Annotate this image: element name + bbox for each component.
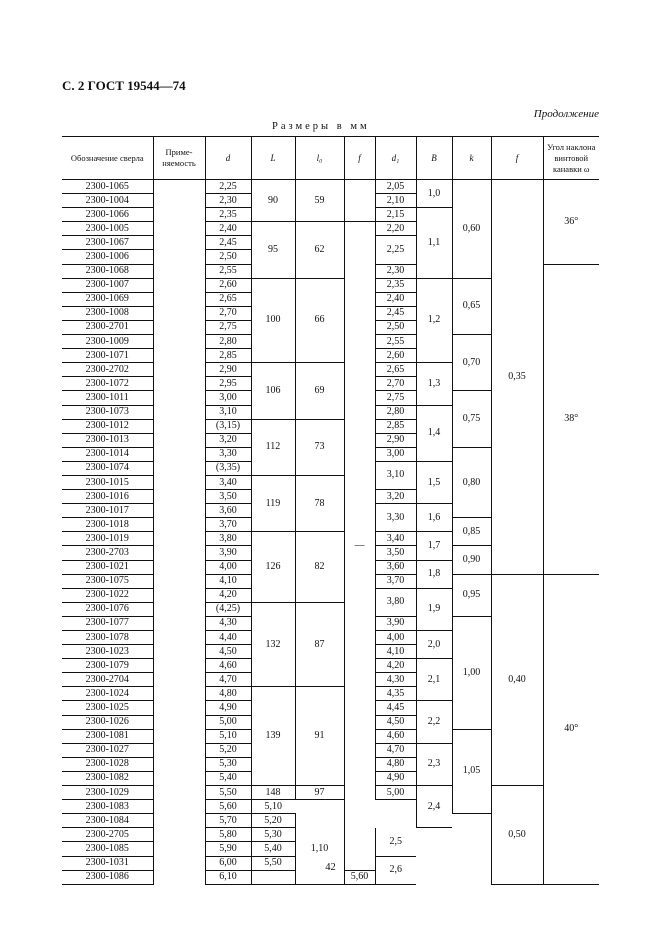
applicability-cell xyxy=(153,560,205,574)
applicability-cell xyxy=(153,800,205,814)
L-cell: 90 xyxy=(251,180,295,222)
d1-cell: 2,85 xyxy=(375,419,416,433)
col-l0: l₀ xyxy=(295,137,344,180)
applicability-cell xyxy=(153,180,205,194)
d1-cell: 2,45 xyxy=(375,306,416,320)
d-cell: (4,25) xyxy=(205,602,251,616)
d1-cell: 4,90 xyxy=(375,771,416,785)
d1-cell: 2,15 xyxy=(375,208,416,222)
B-cell: 1,3 xyxy=(416,363,452,405)
d-cell: 5,80 xyxy=(205,828,251,842)
applicability-cell xyxy=(153,335,205,349)
d1-cell: 5,00 xyxy=(375,786,416,800)
designation-cell: 2300-1012 xyxy=(62,419,153,433)
d1-cell: 2,90 xyxy=(375,433,416,447)
designation-cell: 2300-1006 xyxy=(62,250,153,264)
d1-cell: 3,10 xyxy=(375,461,416,489)
d1-cell: 3,30 xyxy=(375,504,416,532)
B-cell: 1,8 xyxy=(416,560,452,588)
L-cell: 100 xyxy=(251,278,295,363)
page-number: 42 xyxy=(325,862,336,873)
d1-cell: 3,20 xyxy=(375,490,416,504)
d1-cell: 2,50 xyxy=(375,320,416,334)
applicability-cell xyxy=(153,250,205,264)
d1-cell: 2,80 xyxy=(375,405,416,419)
designation-cell: 2300-1069 xyxy=(62,292,153,306)
designation-cell: 2300-1017 xyxy=(62,504,153,518)
d-cell: 5,10 xyxy=(205,729,251,743)
L-cell: 95 xyxy=(251,222,295,278)
col-k: k xyxy=(452,137,491,180)
d1-cell: 2,10 xyxy=(375,194,416,208)
d-cell: 5,30 xyxy=(205,757,251,771)
d1-cell: 5,20 xyxy=(251,814,295,828)
d1-cell: 3,80 xyxy=(375,588,416,616)
d-cell: 4,40 xyxy=(205,631,251,645)
d-cell: 2,85 xyxy=(205,349,251,363)
designation-cell: 2300-1085 xyxy=(62,842,153,856)
d1-cell: 5,40 xyxy=(251,842,295,856)
designation-cell: 2300-2702 xyxy=(62,363,153,377)
d-cell: 2,80 xyxy=(205,335,251,349)
designation-cell: 2300-1068 xyxy=(62,264,153,278)
f-cell: — xyxy=(344,222,375,870)
B-cell: 2,1 xyxy=(416,659,452,701)
applicability-cell xyxy=(153,757,205,771)
col-applicability: Приме-няемость xyxy=(153,137,205,180)
designation-cell: 2300-1077 xyxy=(62,616,153,630)
designation-cell: 2300-1023 xyxy=(62,645,153,659)
B-cell: 2,3 xyxy=(416,743,452,785)
B-cell: 1,7 xyxy=(416,532,452,560)
d1-cell: 2,70 xyxy=(375,377,416,391)
B-cell: 1,9 xyxy=(416,588,452,630)
d-cell: 3,40 xyxy=(205,475,251,489)
d-cell: 5,40 xyxy=(205,771,251,785)
d-cell: 2,55 xyxy=(205,264,251,278)
L-cell: 119 xyxy=(251,475,295,531)
designation-cell: 2300-1081 xyxy=(62,729,153,743)
applicability-cell xyxy=(153,447,205,461)
d-cell: 3,80 xyxy=(205,532,251,546)
designation-cell: 2300-1071 xyxy=(62,349,153,363)
B-cell: 1,4 xyxy=(416,405,452,461)
d1-cell: 2,65 xyxy=(375,363,416,377)
k-cell: 0,80 xyxy=(452,447,491,517)
l0-cell: 66 xyxy=(295,278,344,363)
d-cell: 2,35 xyxy=(205,208,251,222)
applicability-cell xyxy=(153,588,205,602)
applicability-cell xyxy=(153,828,205,842)
d1-cell: 3,90 xyxy=(375,616,416,630)
applicability-cell xyxy=(153,208,205,222)
f2-cell: 0,40 xyxy=(491,574,543,785)
designation-cell: 2300-1082 xyxy=(62,771,153,785)
applicability-cell xyxy=(153,673,205,687)
d-cell: 6,00 xyxy=(205,856,251,870)
applicability-cell xyxy=(153,391,205,405)
d1-cell: 2,75 xyxy=(375,391,416,405)
designation-cell: 2300-1074 xyxy=(62,461,153,475)
d-cell: 6,10 xyxy=(205,870,251,884)
applicability-cell xyxy=(153,518,205,532)
d1-cell: 4,10 xyxy=(375,645,416,659)
applicability-cell xyxy=(153,292,205,306)
d-cell: 3,30 xyxy=(205,447,251,461)
col-f-2: f xyxy=(491,137,543,180)
B-cell: 2,2 xyxy=(416,701,452,743)
d-cell: 2,30 xyxy=(205,194,251,208)
designation-cell: 2300-1028 xyxy=(62,757,153,771)
d-cell: 2,60 xyxy=(205,278,251,292)
d1-cell: 3,40 xyxy=(375,532,416,546)
d-cell: 5,90 xyxy=(205,842,251,856)
L-cell: 112 xyxy=(251,419,295,475)
designation-cell: 2300-2701 xyxy=(62,320,153,334)
f-cell xyxy=(344,180,375,222)
d-cell: 5,50 xyxy=(205,786,251,800)
designation-cell: 2300-1027 xyxy=(62,743,153,757)
d-cell: 4,80 xyxy=(205,687,251,701)
designation-cell: 2300-1025 xyxy=(62,701,153,715)
d-cell: (3,35) xyxy=(205,461,251,475)
d-cell: 3,10 xyxy=(205,405,251,419)
d-cell: 2,95 xyxy=(205,377,251,391)
designation-cell: 2300-1005 xyxy=(62,222,153,236)
d1-cell: 4,50 xyxy=(375,715,416,729)
applicability-cell xyxy=(153,306,205,320)
B-cell: 1,1 xyxy=(416,208,452,278)
d1-cell: 2,20 xyxy=(375,222,416,236)
applicability-cell xyxy=(153,659,205,673)
applicability-cell xyxy=(153,842,205,856)
l0-cell: 91 xyxy=(295,687,344,786)
d1-cell: 5,50 xyxy=(251,856,295,870)
d-cell: 4,70 xyxy=(205,673,251,687)
d1-cell: 2,35 xyxy=(375,278,416,292)
l0-cell: 97 xyxy=(295,786,344,800)
l0-cell: 87 xyxy=(295,602,344,687)
l0-cell: 59 xyxy=(295,180,344,222)
designation-cell: 2300-1084 xyxy=(62,814,153,828)
designation-cell: 2300-1086 xyxy=(62,870,153,884)
applicability-cell xyxy=(153,645,205,659)
k-cell: 1,05 xyxy=(452,729,491,814)
L-cell: 139 xyxy=(251,687,295,786)
d-cell: 2,90 xyxy=(205,363,251,377)
d-cell: 2,25 xyxy=(205,180,251,194)
designation-cell: 2300-2705 xyxy=(62,828,153,842)
l0-cell: 69 xyxy=(295,363,344,419)
d-cell: 5,70 xyxy=(205,814,251,828)
table-row xyxy=(62,180,599,194)
f2-cell: 0,50 xyxy=(491,786,543,885)
designation-cell: 2300-1016 xyxy=(62,490,153,504)
applicability-cell xyxy=(153,490,205,504)
d-cell: 2,50 xyxy=(205,250,251,264)
L-cell: 126 xyxy=(251,532,295,602)
col-designation: Обозначение сверла xyxy=(62,137,153,180)
designation-cell: 2300-1031 xyxy=(62,856,153,870)
B-cell: 1,6 xyxy=(416,504,452,532)
f2-cell: 0,35 xyxy=(491,180,543,575)
col-d1: d₁ xyxy=(375,137,416,180)
applicability-cell xyxy=(153,574,205,588)
designation-cell: 2300-1013 xyxy=(62,433,153,447)
applicability-cell xyxy=(153,475,205,489)
d1-cell: 4,45 xyxy=(375,701,416,715)
applicability-cell xyxy=(153,405,205,419)
applicability-cell xyxy=(153,729,205,743)
applicability-cell xyxy=(153,715,205,729)
designation-cell: 2300-1075 xyxy=(62,574,153,588)
applicability-cell xyxy=(153,771,205,785)
B-cell: 2,4 xyxy=(416,786,452,828)
col-angle: Угол наклона винтовой канавки ω xyxy=(543,137,599,180)
angle-cell: 40° xyxy=(543,574,599,884)
l0-cell: 73 xyxy=(295,419,344,475)
L-cell: 148 xyxy=(251,786,295,800)
d1-cell: 4,00 xyxy=(375,631,416,645)
designation-cell: 2300-1008 xyxy=(62,306,153,320)
angle-cell: 38° xyxy=(543,264,599,574)
d1-cell: 3,70 xyxy=(375,574,416,588)
designation-cell: 2300-1011 xyxy=(62,391,153,405)
applicability-cell xyxy=(153,194,205,208)
k-cell: 0,65 xyxy=(452,278,491,334)
designation-cell: 2300-2703 xyxy=(62,546,153,560)
d-cell: 4,60 xyxy=(205,659,251,673)
d1-cell: 3,60 xyxy=(375,560,416,574)
d1-cell: 2,25 xyxy=(375,236,416,264)
k-cell: 0,85 xyxy=(452,518,491,546)
d1-cell: 3,00 xyxy=(375,447,416,461)
B-cell: 2,0 xyxy=(416,631,452,659)
d-cell: (3,15) xyxy=(205,419,251,433)
d-cell: 5,20 xyxy=(205,743,251,757)
designation-cell: 2300-1009 xyxy=(62,335,153,349)
col-f: f xyxy=(344,137,375,180)
k-cell: 0,95 xyxy=(452,574,491,616)
designation-cell: 2300-1067 xyxy=(62,236,153,250)
designation-cell: 2300-1066 xyxy=(62,208,153,222)
designation-cell: 2300-1079 xyxy=(62,659,153,673)
k-cell: 0,70 xyxy=(452,335,491,391)
col-L: L xyxy=(251,137,295,180)
applicability-cell xyxy=(153,377,205,391)
table-row xyxy=(62,786,599,800)
standard-header: С. 2 ГОСТ 19544—74 xyxy=(62,78,186,93)
l0-cell: 78 xyxy=(295,475,344,531)
designation-cell: 2300-1083 xyxy=(62,800,153,814)
k-cell: 0,75 xyxy=(452,391,491,447)
k-cell: 0,90 xyxy=(452,546,491,574)
applicability-cell xyxy=(153,433,205,447)
designation-cell: 2300-1014 xyxy=(62,447,153,461)
col-B: B xyxy=(416,137,452,180)
d1-cell: 5,30 xyxy=(251,828,295,842)
applicability-cell xyxy=(153,461,205,475)
k-cell: 0,60 xyxy=(452,180,491,279)
applicability-cell xyxy=(153,786,205,800)
d-cell: 4,20 xyxy=(205,588,251,602)
d-cell: 2,45 xyxy=(205,236,251,250)
applicability-cell xyxy=(153,616,205,630)
d-cell: 4,00 xyxy=(205,560,251,574)
continuation-label: Продолжение xyxy=(533,108,599,120)
d-cell: 3,60 xyxy=(205,504,251,518)
L-cell: 106 xyxy=(251,363,295,419)
designation-cell: 2300-1021 xyxy=(62,560,153,574)
l0-cell: 62 xyxy=(295,222,344,278)
drill-dimensions-table xyxy=(62,136,599,885)
d1-cell: 2,60 xyxy=(375,349,416,363)
designation-cell: 2300-1015 xyxy=(62,475,153,489)
k-cell: 1,10 xyxy=(295,814,344,884)
applicability-cell xyxy=(153,631,205,645)
B-cell: 1,0 xyxy=(416,180,452,208)
applicability-cell xyxy=(153,743,205,757)
d1-cell: 5,60 xyxy=(344,870,375,884)
d-cell: 4,30 xyxy=(205,616,251,630)
applicability-cell xyxy=(153,419,205,433)
d1-cell: 4,35 xyxy=(375,687,416,701)
d-cell: 3,90 xyxy=(205,546,251,560)
d1-cell: 4,20 xyxy=(375,659,416,673)
designation-cell: 2300-1022 xyxy=(62,588,153,602)
applicability-cell xyxy=(153,278,205,292)
applicability-cell xyxy=(153,504,205,518)
applicability-cell xyxy=(153,320,205,334)
B-cell: 1,2 xyxy=(416,278,452,363)
d1-cell: 5,10 xyxy=(251,800,295,814)
angle-cell: 36° xyxy=(543,180,599,265)
l0-cell: 82 xyxy=(295,532,344,602)
designation-cell: 2300-1078 xyxy=(62,631,153,645)
designation-cell: 2300-1073 xyxy=(62,405,153,419)
d-cell: 4,50 xyxy=(205,645,251,659)
B-cell: 2,5 xyxy=(375,828,416,856)
col-d: d xyxy=(205,137,251,180)
d-cell: 2,75 xyxy=(205,320,251,334)
applicability-cell xyxy=(153,701,205,715)
designation-cell: 2300-1019 xyxy=(62,532,153,546)
designation-cell: 2300-2704 xyxy=(62,673,153,687)
applicability-cell xyxy=(153,814,205,828)
d1-cell: 2,40 xyxy=(375,292,416,306)
d1-cell: 4,30 xyxy=(375,673,416,687)
d1-cell: 2,30 xyxy=(375,264,416,278)
designation-cell: 2300-1029 xyxy=(62,786,153,800)
d-cell: 3,20 xyxy=(205,433,251,447)
designation-cell: 2300-1072 xyxy=(62,377,153,391)
d1-cell: 2,55 xyxy=(375,335,416,349)
d-cell: 2,40 xyxy=(205,222,251,236)
k-cell: 1,00 xyxy=(452,616,491,729)
d-cell: 3,50 xyxy=(205,490,251,504)
table-header-row xyxy=(62,137,599,180)
table-body xyxy=(62,180,599,885)
d1-cell: 2,05 xyxy=(375,180,416,194)
applicability-cell xyxy=(153,363,205,377)
B-cell: 2,6 xyxy=(375,856,416,884)
d-cell: 5,60 xyxy=(205,800,251,814)
d1-cell: 4,80 xyxy=(375,757,416,771)
d-cell: 4,90 xyxy=(205,701,251,715)
B-cell: 1,5 xyxy=(416,461,452,503)
d-cell: 5,00 xyxy=(205,715,251,729)
applicability-cell xyxy=(153,602,205,616)
designation-cell: 2300-1007 xyxy=(62,278,153,292)
applicability-cell xyxy=(153,236,205,250)
d1-cell: 4,60 xyxy=(375,729,416,743)
designation-cell: 2300-1076 xyxy=(62,602,153,616)
applicability-cell xyxy=(153,222,205,236)
applicability-cell xyxy=(153,349,205,363)
applicability-cell xyxy=(153,687,205,701)
d1-cell: 3,50 xyxy=(375,546,416,560)
applicability-cell xyxy=(153,546,205,560)
d1-cell: 4,70 xyxy=(375,743,416,757)
L-cell: 132 xyxy=(251,602,295,687)
designation-cell: 2300-1004 xyxy=(62,194,153,208)
designation-cell: 2300-1065 xyxy=(62,180,153,194)
designation-cell: 2300-1018 xyxy=(62,518,153,532)
applicability-cell xyxy=(153,264,205,278)
d-cell: 3,70 xyxy=(205,518,251,532)
designation-cell: 2300-1024 xyxy=(62,687,153,701)
d-cell: 3,00 xyxy=(205,391,251,405)
designation-cell: 2300-1026 xyxy=(62,715,153,729)
d-cell: 4,10 xyxy=(205,574,251,588)
d-cell: 2,65 xyxy=(205,292,251,306)
dimensions-label: Размеры в мм xyxy=(272,121,370,132)
applicability-cell xyxy=(153,532,205,546)
d-cell: 2,70 xyxy=(205,306,251,320)
